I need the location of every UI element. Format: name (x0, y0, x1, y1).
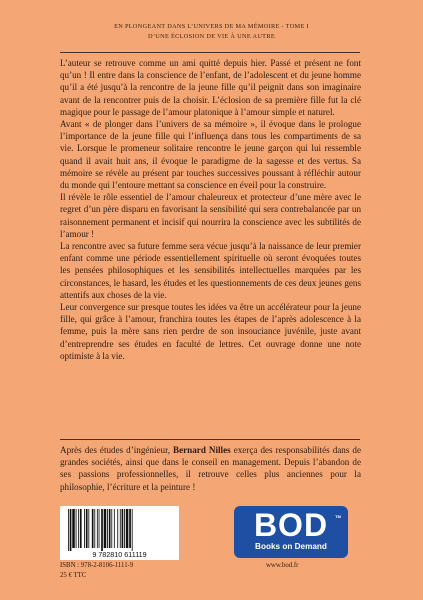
publisher-website: www.bod.fr (266, 562, 299, 569)
price: 25 € TTC (60, 572, 87, 579)
barcode-digits: 9 782810 611119 (92, 550, 147, 559)
isbn-barcode (60, 506, 179, 560)
top-divider (60, 52, 360, 53)
blurb-paragraph-3: Il révèle le rôle essentiel de l’amour chaleureux et protecteur d’une mère avec le regret d’un père disparu en favorisant la sensibilité qui sera contrebalancée par un raisonnement permanent et incisif qui nourrira la conscience avec les subtilités de l’amour ! (60, 192, 361, 239)
barcode-bar (80, 509, 82, 548)
barcode-bar (107, 509, 108, 548)
bio-rest: exerça des responsabilités dans de grandes sociétés, ainsi que dans le conseil en management. Depuis l’abandon de ses passions professionnelles, il retrouve celles plus anciennes pour la philosophie, l’écriture et la peinture ! (60, 445, 361, 492)
barcode-bar (101, 509, 103, 551)
barcode-bar (78, 509, 79, 548)
blurb-paragraph-4: La rencontre avec sa future femme sera vécue jusqu’à la naissance de leur premier enfant comme une période essentiellement spirituelle où seront évoquées toutes les pensées philosophiques et les sensibilités intellectuelles marquées par les circonstances, le hasard, les études et les questionnements de ces deux jeunes gens attentifs aux choses de la vie. (60, 241, 361, 300)
logo-tagline: Books on Demand (255, 542, 327, 551)
barcode-bar (114, 509, 115, 548)
barcode-bar (76, 509, 77, 548)
barcode-bar (120, 509, 121, 548)
barcode-bar (94, 509, 95, 548)
series-header (0, 22, 423, 42)
barcode-bar (129, 509, 131, 548)
barcode-bar (68, 509, 69, 551)
author-bio (60, 444, 361, 493)
trademark-mark: TM (335, 514, 341, 519)
barcode-bar (88, 509, 89, 548)
barcode-bar (109, 509, 111, 548)
barcode-bar (122, 509, 124, 548)
middle-divider (60, 439, 360, 440)
author-name: Bernard Nilles (173, 445, 231, 455)
publisher-logo (234, 506, 348, 558)
barcode-graphic (60, 506, 179, 560)
barcode-bar (70, 509, 72, 551)
barcode-bar (104, 509, 107, 548)
barcode-bar (117, 509, 118, 548)
barcode-bar (132, 509, 133, 551)
barcode-bar (126, 509, 129, 548)
barcode-bar (124, 509, 125, 548)
blurb (60, 57, 361, 362)
series-title: EN PLONGEANT DANS L’UNIVERS DE MA MÉMOIRE - TOME I (114, 23, 309, 30)
blurb-paragraph-5: Leur convergence sur presque toutes les idées va être un accélérateur pour la jeune fille, qui grâce à l’amour, franchira toutes les étapes de l’après adolescence à la femme, puis la mère sans rien perdre de son insouciance juvénile, juste avant d’entreprendre ses études en faculté de lettres. Cet ouvrage donne une note optimiste à la vie. (60, 302, 361, 361)
barcode-bar (84, 509, 85, 548)
blurb-paragraph-2: Avant « de plonger dans l’univers de sa mémoire », il évoque dans le prologue l’importance de la jeune fille qui l’influença dans tous les compartiments de sa vie. Lorsque le promeneur solitaire rencontre le jeune garçon qui lui ressemble quand il avait huit ans, il évoque le paradigme de la sagesse et des vertus. Sa mémoire se révèle au présent par touches successives poussant à réfléchir autour du monde qui l’entoure mettant sa conscience en éveil pour la construire. (60, 119, 361, 191)
barcode-bar (111, 509, 112, 548)
barcode-bar (72, 509, 75, 548)
barcode-bar (97, 509, 98, 548)
author-bio-text (60, 444, 361, 493)
barcode-bar (92, 509, 94, 548)
isbn-block (60, 561, 133, 581)
blurb-paragraph-1: L’auteur se retrouve comme un ami quitté depuis hier. Passé et présent ne font qu’un ! Il entre dans la conscience de l’enfant, de l’adolescent et du jeune homme qu’il a été jusqu’à la rencontre de la jeune fille qu’il peignit dans son imaginaire avant de la rencontrer puis de la choisir. L’éclosion de sa première fille fut la clé magique pour le passage de l’amour platonique à l’amour simple et naturel. (60, 58, 361, 117)
bio-intro: Après des études d’ingénieur, (60, 445, 174, 455)
barcode-bar (86, 509, 88, 548)
isbn-number: ISBN : 978-2-8106-1111-9 (60, 562, 134, 569)
volume-subtitle: D’UNE ÉCLOSION DE VIE À UNE AUTRE (148, 33, 275, 40)
barcode-bar (99, 509, 100, 548)
logo-bod-text: BOD (253, 507, 329, 543)
